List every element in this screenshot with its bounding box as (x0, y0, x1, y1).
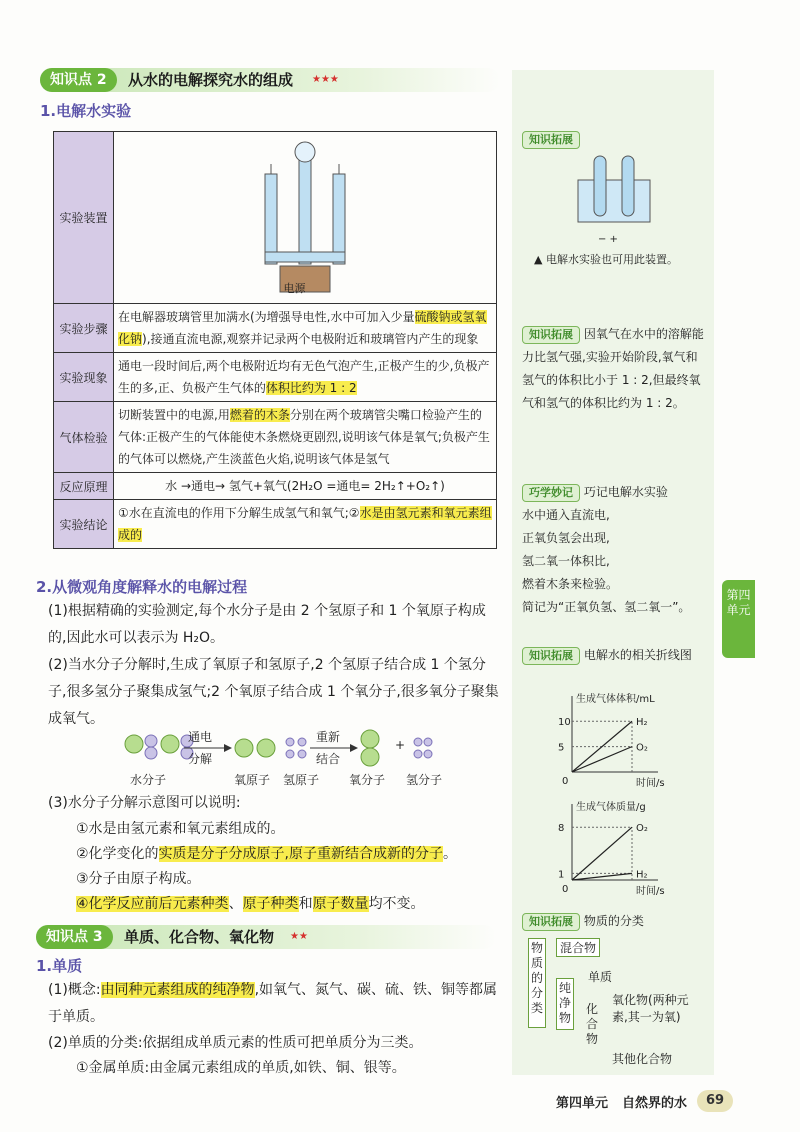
memory-line: 氢二氧一体积比, (522, 554, 610, 568)
label-water-molecule: 水分子 (130, 773, 167, 787)
tag-label: 知识拓展 (522, 326, 580, 344)
section-element: 1.单质 (36, 957, 83, 975)
paragraph-3: (3)水分子分解示意图可以说明: (48, 795, 241, 811)
tag-label: 知识拓展 (522, 647, 580, 665)
section-electrolysis-experiment: 1.电解水实验 (40, 102, 132, 120)
memory-line: 正氧负氢会出现, (522, 531, 610, 545)
extension-tag-1 (522, 128, 580, 149)
row-label: 实验步骤 (54, 304, 114, 353)
concept-paragraph (48, 977, 500, 1031)
paragraph-1: (1)根据精确的实验测定,每个水分子是由 2 个氢原子和 1 个氧原子构成的,因此水可以表示为 H₂O。 (48, 603, 486, 646)
y-tick-label: 10 (558, 717, 571, 729)
label-hydrogen-atom: 氢原子 (283, 773, 320, 787)
text: ),接通直流电源,观察并记录两个电极附近和玻璃管内产生的现象 (142, 332, 479, 346)
figure-caption: ▲ 电解水实验也可用此装置。 (534, 253, 678, 266)
extension-box-5 (522, 910, 712, 933)
knowledge-point-2-header (40, 68, 500, 92)
series-line (572, 873, 632, 880)
knowledge-point-3-header (36, 925, 496, 949)
label-oxygen-atom: 氧原子 (234, 773, 271, 787)
table-row (54, 132, 497, 304)
compound-node: 化合物 (586, 1002, 599, 1046)
u-tube-apparatus-icon (574, 152, 654, 232)
highlight: 硫酸钠或氢氧化钠 (118, 310, 487, 346)
highlight: 由同种元素组成的纯净物 (100, 982, 255, 998)
extension-box-2 (522, 323, 708, 415)
row-value (114, 500, 497, 549)
tag-label: 知识拓展 (522, 131, 580, 149)
series-label: H₂ (636, 869, 648, 881)
kp2-tag: 知识点 2 (40, 68, 117, 92)
page-number: 69 (697, 1090, 733, 1112)
table-row (54, 402, 497, 473)
formula-cell: 水 →通电→ 氢气+氧气(2H₂O =通电= 2H₂↑+O₂↑) (114, 473, 497, 500)
y-tick-label: 1 (558, 869, 565, 881)
footer-title: 自然界的水 (622, 1096, 688, 1111)
row-label: 实验结论 (54, 500, 114, 549)
kp3-title: 单质、化合物、氧化物 (124, 928, 275, 946)
series-label: O₂ (636, 823, 648, 835)
text: 。 (443, 846, 458, 862)
root-node: 物质的分类 (528, 938, 546, 1028)
memory-line: 水中通入直流电, (522, 508, 610, 522)
series-line (572, 827, 632, 880)
kp2-title: 从水的电解探究水的组成 (128, 71, 294, 89)
classification-paragraph: (2)单质的分类:依据组成单质元素的性质可把单质分为三类。 (48, 1035, 423, 1051)
series-label: H₂ (636, 717, 648, 729)
text: 、 (228, 896, 243, 912)
conclusion-1: ①水是由氢元素和氧元素组成的。 (76, 821, 285, 837)
table-row (54, 304, 497, 353)
metal-element-paragraph: ①金属单质:由金属元素组成的单质,如铁、铜、银等。 (76, 1060, 406, 1076)
kp3-stars: ★★ (290, 931, 308, 942)
text: ①水在直流电的作用下分解生成氢气和氧气;② (118, 506, 360, 520)
memory-box (522, 481, 712, 619)
row-value (114, 402, 497, 473)
y-tick-label: 5 (558, 742, 565, 754)
y-axis-label: 生成气体质量/g (576, 802, 646, 813)
highlight: 实质是分子分成原子,原子重新结合成新的分子 (158, 846, 444, 862)
mass-chart (542, 798, 702, 898)
row-label: 实验现象 (54, 353, 114, 402)
arrow1-bottom: 分解 (188, 752, 213, 766)
unit-tab[interactable]: 第四单元 (722, 580, 755, 658)
arrow2-bottom: 结合 (316, 752, 341, 766)
tag-label: 知识拓展 (522, 913, 580, 931)
apparatus-cell (114, 132, 497, 304)
experiment-table (53, 131, 497, 549)
electrolysis-apparatus-icon (245, 134, 365, 294)
text: 均不变。 (368, 896, 425, 912)
highlight: ④化学反应前后元素种类 (76, 896, 229, 912)
element-node: 单质 (588, 970, 613, 984)
highlight: 原子种类 (242, 896, 299, 912)
text: ,如氧气、氮气、碳、硫、铁、铜等都属于单质。 (48, 982, 498, 1025)
row-label: 气体检验 (54, 402, 114, 473)
text: 切断装置中的电源,用 (118, 408, 230, 422)
table-row (54, 353, 497, 402)
section-micro-explanation: 2.从微观角度解释水的电解过程 (36, 578, 248, 596)
arrow1-top: 通电 (188, 730, 213, 744)
pure-node: 纯净物 (556, 978, 574, 1030)
highlight: 水是由氢元素和氧元素组成的 (118, 506, 492, 542)
label-oxygen-molecule: 氧分子 (349, 773, 386, 787)
row-label: 反应原理 (54, 473, 114, 500)
volume-chart (542, 690, 702, 790)
table-row (54, 500, 497, 549)
text: 电解水的相关折线图 (583, 648, 692, 662)
extension-box-4 (522, 644, 712, 667)
classification-tree (528, 938, 708, 1070)
text: (1)概念: (48, 982, 101, 998)
tag-label: 巧学妙记 (522, 484, 580, 502)
plus-sign: + (395, 738, 406, 752)
kp2-stars: ★★★ (312, 74, 339, 85)
origin-label: 0 (562, 884, 569, 895)
text: 巧记电解水实验 (583, 485, 668, 499)
conclusion-3: ③分子由原子构成。 (76, 871, 201, 887)
highlight: 体积比约为 1 : 2 (265, 381, 357, 395)
other-compound-node: 其他化合物 (612, 1052, 673, 1066)
x-axis-label: 时间/s (636, 778, 665, 789)
row-value (114, 353, 497, 402)
arrow2-top: 重新 (316, 730, 341, 744)
memory-line: 简记为“正氧负氢、氢二氧一”。 (522, 600, 691, 614)
polarity-label: − + (598, 234, 618, 245)
footer-unit: 第四单元 (556, 1096, 609, 1111)
text: 在电解器玻璃管里加满水(为增强导电性,水中可加入少量 (118, 310, 415, 324)
text: 通电一段时间后,两个电极附近均有无色气泡产生,正极产生的少,负极产生的多,正、负极产生气体的 (118, 359, 490, 395)
row-label: 实验装置 (54, 132, 114, 304)
series-line (572, 747, 632, 772)
y-axis-label: 生成气体体积/mL (576, 694, 655, 705)
mixture-node: 混合物 (556, 938, 600, 957)
text: 分别在两个玻璃管尖嘴口检验产生的气体:正极产生的气体能使木条燃烧更剧烈,说明该气体是氧气;负极产生的气体可以燃烧,产生淡蓝色火焰,说明该气体是氢气 (118, 408, 490, 466)
table-row (54, 473, 497, 500)
knowledge-extension-sidebar (512, 70, 714, 1075)
row-value (114, 304, 497, 353)
text: 和 (298, 896, 313, 912)
paragraph-2: (2)当水分子分解时,生成了氧原子和氢原子,2 个氢原子结合成 1 个氢分子,很多氢分子聚集成氢气;2 个氧原子结合成 1 个氧分子,很多氧分子聚集成氧气。 (48, 657, 499, 727)
series-label: O₂ (636, 742, 648, 754)
oxide-node: 氧化物(两种元素,其一为氧) (612, 993, 689, 1024)
label-hydrogen-molecule: 氢分子 (406, 773, 443, 787)
power-source-label: 电源 (283, 281, 306, 295)
y-tick-label: 8 (558, 823, 565, 835)
highlight: 原子数量 (312, 896, 369, 912)
text: 因氧气在水中的溶解能力比氢气强,实验开始阶段,氧气和氢气的体积比小于 1 : 2,但最终氧气和氢气的体积比约为 1 : 2。 (522, 327, 704, 410)
text: ②化学变化的 (76, 846, 159, 862)
text: 物质的分类 (583, 914, 644, 928)
conclusion-4 (76, 891, 506, 918)
memory-line: 燃着木条来检验。 (522, 577, 619, 591)
highlight: 燃着的木条 (229, 408, 290, 422)
conclusion-2 (76, 841, 506, 868)
origin-label: 0 (562, 776, 569, 787)
kp3-tag: 知识点 3 (36, 925, 113, 949)
x-axis-label: 时间/s (636, 886, 665, 897)
